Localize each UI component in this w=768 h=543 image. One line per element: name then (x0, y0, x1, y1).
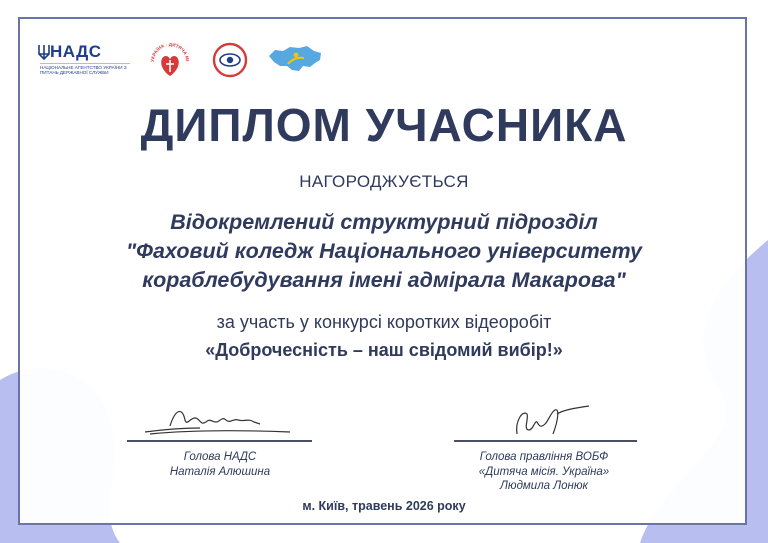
signatory-left (120, 450, 320, 479)
signatory-left-title: Голова НАДС (183, 451, 257, 463)
place-and-date: м. Київ, травень 2026 року (302, 499, 466, 513)
certificate-subtitle: НАГОРОДЖУЄТЬСЯ (299, 172, 469, 191)
recipient-line-2: "Фаховий коледж Національного університету (125, 239, 643, 263)
signatory-left-name: Наталія Алюшина (169, 465, 271, 478)
signatory-right (444, 450, 644, 494)
eye-emblem-logo (212, 42, 248, 78)
signature-left (140, 400, 300, 440)
certificate-title: ДИПЛОМ УЧАСНИКА (140, 99, 628, 151)
nads-logo (36, 38, 132, 80)
signature-right (505, 400, 605, 440)
ukraine-map-logo (266, 42, 324, 76)
nads-logo-subtitle: НАЦІОНАЛЬНЕ АГЕНТСТВО УКРАЇНИ З ПИТАНЬ ДЕРЖАВНОЇ СЛУЖБИ (40, 63, 130, 76)
recipient-name (0, 208, 768, 295)
trident-icon (38, 44, 50, 60)
logo-bar (36, 38, 376, 80)
recipient-line-1: Відокремлений структурний підрозділ (170, 210, 598, 234)
contest-name: «Доброчесність – наш свідомий вибір!» (205, 340, 563, 360)
recipient-line-3: кораблебудування імені адмірала Макарова" (142, 268, 626, 292)
child-mission-arc-text: УКРАЇНА · ДИТЯЧА МІ (149, 41, 190, 63)
signature-line-left (127, 440, 312, 442)
signature-line-right (454, 440, 637, 442)
signatory-right-title: Голова правління ВОБФ (479, 451, 609, 463)
child-mission-logo (148, 38, 192, 80)
nads-logo-text: НАДС (50, 42, 102, 61)
signatory-right-name: Людмила Лонюк (500, 480, 588, 492)
signatory-right-org: «Дитяча місія. Україна» (478, 465, 610, 478)
award-reason: за участь у конкурсі коротких відеоробіт (216, 312, 552, 332)
